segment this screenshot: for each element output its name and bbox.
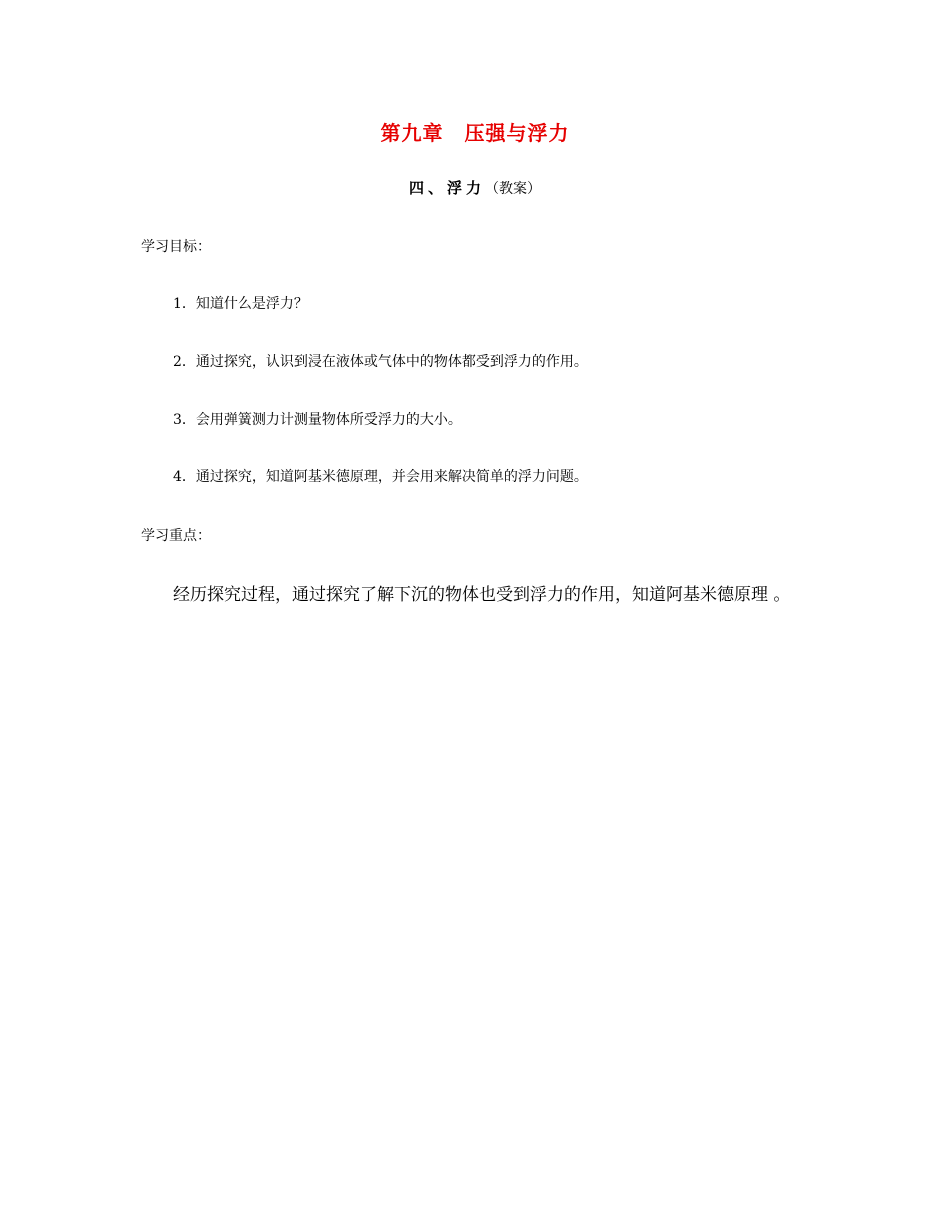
section-title-sub: （教案） (485, 181, 541, 197)
section-title (0, 177, 950, 198)
focus-label: 学习重点： (141, 528, 211, 544)
goal-item-3: 3．会用弹簧测力计测量物体所受浮力的大小。 (173, 412, 462, 428)
goals-label: 学习目标： (141, 239, 211, 255)
focus-paragraph: 经历探究过程，通过探究了解下沉的物体也受到浮力的作用，知道阿基米德原理 。 (173, 585, 791, 605)
goal-item-2: 2．通过探究，认识到浸在液体或气体中的物体都受到浮力的作用。 (173, 354, 588, 370)
goal-item-4: 4．通过探究，知道阿基米德原理，并会用来解决简单的浮力问题。 (173, 469, 588, 485)
chapter-title: 第九章 压强与浮力 (380, 121, 570, 145)
goal-item-1: 1．知道什么是浮力？ (173, 296, 308, 312)
section-title-main: 四、浮力 (408, 179, 485, 197)
